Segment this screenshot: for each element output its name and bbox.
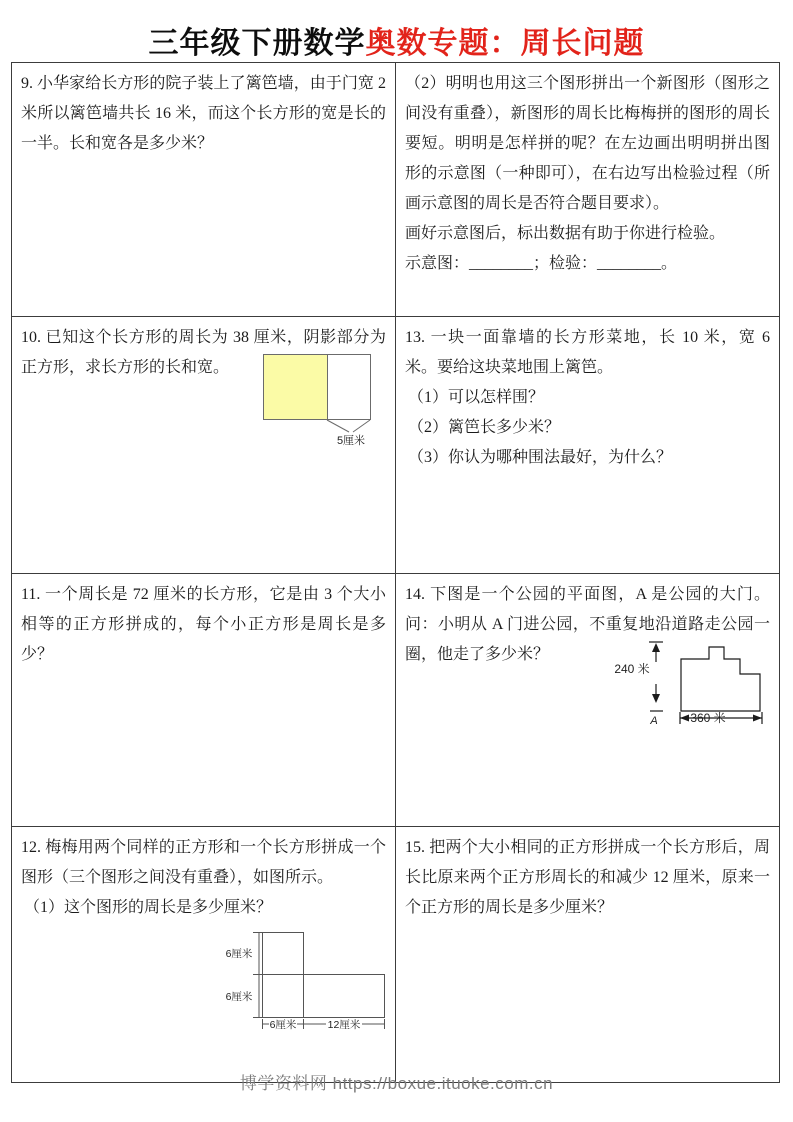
square-width-label: 6厘米 <box>269 1019 297 1031</box>
dimension-label-5cm: 5厘米 <box>336 435 366 447</box>
top-square-side-label: 6厘米 <box>225 948 253 960</box>
problem-9-cell <box>12 63 396 317</box>
problem-10-text: 10. 已知这个长方形的周长为 38 厘米，阴影部分为正方形，求长方形的长和宽。 <box>21 329 386 376</box>
rectangle-width-label: 12厘米 <box>327 1019 361 1031</box>
problem-12-cell <box>12 827 396 1082</box>
bracket-line-left <box>327 420 349 432</box>
problem-12-item-1: （1）这个图形的周长是多少厘米？ <box>24 899 273 916</box>
rectangle-with-shaded-square-diagram <box>260 349 390 447</box>
problem-10-cell <box>12 317 396 574</box>
problem-15-cell <box>396 827 779 1082</box>
problem-2-para1: （2）明明也用这三个图形拼出一个新图形（图形之间没有重叠），新图形的周长比梅梅拼的图形的周长要短。明明是怎样拼的呢？在左边画出明明拼出图形的示意图（一种即可），在右边写出检验过程（所画示意图的周长是否符合题目要求）。 <box>405 75 770 212</box>
problem-13-text: 13. 一块一面靠墙的长方形菜地，长 10 米，宽 6 米。要给这块菜地围上篱笆。 <box>405 329 770 376</box>
width-dim-label: 360 米 <box>690 711 726 725</box>
problem-2-para2: 画好示意图后，标出数据有助于你进行检验。 <box>405 225 726 242</box>
height-dim-down-arrowhead <box>652 694 660 703</box>
problem-12-text: 12. 梅梅用两个同样的正方形和一个长方形拼成一个图形（三个图形之间没有重叠），如图所示。 <box>21 839 386 886</box>
shaded-square <box>264 355 328 420</box>
title-prefix: 三年级下册数学 <box>148 27 366 60</box>
park-plan-diagram <box>601 632 779 737</box>
width-dim-left-arrowhead <box>680 715 689 722</box>
bracket-line-right <box>353 420 370 432</box>
bottom-square-side-label: 6厘米 <box>225 991 253 1003</box>
problem-11-cell <box>12 574 396 827</box>
problem-14-cell <box>396 574 779 827</box>
squares-and-rectangle-diagram <box>220 923 396 1035</box>
problem-9-text: 9. 小华家给长方形的院子装上了篱笆墙，由于门宽 2 米所以篱笆墙共长 16 米，而这个长方形的宽是长的一半。长和宽各是多少米？ <box>21 75 386 152</box>
problem-13-item-1: （1）可以怎样围？ <box>408 389 545 406</box>
page-title <box>0 18 793 62</box>
park-outline <box>681 647 760 711</box>
problem-11-text: 11. 一个周长是 72 厘米的长方形，它是由 3 个大小相等的正方形拼成的，每个小正方形是周长是多少？ <box>21 586 386 663</box>
problem-15-text: 15. 把两个大小相同的正方形拼成一个长方形后，周长比原来两个正方形周长的和减少 12 厘米，原来一个正方形的周长是多少厘米？ <box>405 839 770 916</box>
problem-14-text: 14. 下图是一个公园的平面图，A 是公园的大门。问：小明从 A 门进公园，不重复地沿道路走公园一圈，他走了多少米？ <box>405 586 770 663</box>
problem-13-item-3: （3）你认为哪种围法最好，为什么？ <box>408 449 673 466</box>
height-dim-label: 240 米 <box>614 662 650 676</box>
attached-rectangle-outline <box>304 975 385 1018</box>
gate-label: A <box>650 715 658 727</box>
footer-watermark: 博学资料网 https://boxue.ituoke.com.cn <box>239 1074 554 1093</box>
problem-2-blanks: 示意图：________；检验：________。 <box>405 255 678 272</box>
problem-2-cell <box>396 63 779 317</box>
width-dim-right-arrowhead <box>753 715 762 722</box>
problem-13-cell <box>396 317 779 574</box>
problem-13-item-2: （2）篱笆长多少米？ <box>408 419 561 436</box>
title-highlight: 奥数专题：周长问题 <box>365 27 645 60</box>
problems-table <box>11 62 780 1083</box>
